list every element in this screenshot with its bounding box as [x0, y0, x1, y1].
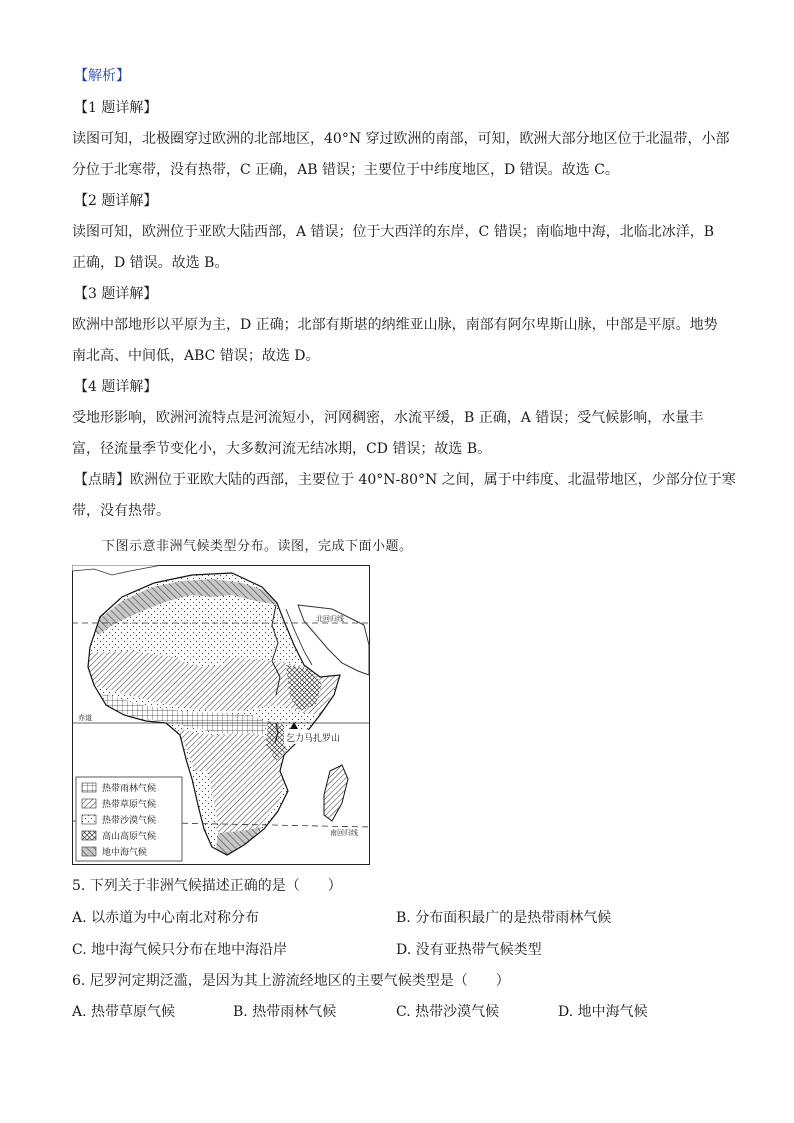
legend-label-rainforest: 热带雨林气候 — [102, 784, 157, 794]
q6-option-b[interactable]: B. 热带雨林气候 — [233, 1004, 337, 1020]
africa-climate-map — [72, 565, 370, 865]
q2-detail-line-1: 读图可知，欧洲位于亚欧大陆西部，A 错误；位于大西洋的东岸，C 错误；南临地中海，北临北冰洋，B — [72, 224, 715, 240]
analysis-heading: 【解析】 — [74, 68, 130, 84]
legend-label-mediterranean: 地中海气候 — [102, 848, 148, 858]
legend-swatch-highland — [82, 831, 96, 840]
legend-label-desert: 热带沙漠气候 — [102, 816, 157, 826]
map-legend — [76, 777, 182, 861]
legend-label-highland: 高山高原气候 — [102, 832, 157, 842]
legend-swatch-desert — [82, 815, 96, 824]
q6-stem: 6. 尼罗河定期泛滥，是因为其上游流经地区的主要气候类型是（ ） — [72, 973, 510, 989]
q1-detail-heading: 【1 题详解】 — [74, 100, 158, 116]
point-line-2: 带，没有热带。 — [72, 503, 170, 519]
q3-detail-line-2: 南北高、中间低，ABC 错误；故选 D。 — [72, 348, 320, 364]
q5-option-d[interactable]: D. 没有亚热带气候类型 — [396, 942, 542, 958]
q5-option-b[interactable]: B. 分布面积最广的是热带雨林气候 — [396, 910, 612, 926]
q6-option-c[interactable]: C. 热带沙漠气候 — [396, 1004, 500, 1020]
kilimanjaro-label: 乞力马扎罗山 — [286, 734, 341, 744]
q4-detail-heading: 【4 题详解】 — [74, 379, 158, 395]
legend-label-savanna: 热带草原气候 — [102, 800, 157, 810]
q2-detail-line-2: 正确，D 错误。故选 B。 — [72, 255, 229, 271]
q1-detail-line-2: 分位于北寒带，没有热带，C 正确，AB 错误；主要位于中纬度地区，D 错误。故选 C。 — [72, 162, 619, 178]
q5-option-a[interactable]: A. 以赤道为中心南北对称分布 — [72, 910, 260, 926]
q6-option-d[interactable]: D. 地中海气候 — [558, 1004, 648, 1020]
legend-swatch-rainforest — [82, 783, 96, 792]
q3-detail-heading: 【3 题详解】 — [74, 286, 158, 302]
point-paragraph — [74, 470, 736, 490]
q3-detail-line-1: 欧洲中部地形以平原为主，D 正确；北部有斯堪的纳维亚山脉，南部有阿尔卑斯山脉，中部是平原。地势 — [72, 317, 718, 333]
tropic-south-label: 南回归线 — [330, 829, 358, 837]
legend-swatch-savanna — [82, 799, 96, 808]
q5-stem: 5. 下列关于非洲气候描述正确的是（ ） — [72, 878, 342, 894]
q2-detail-heading: 【2 题详解】 — [74, 193, 158, 209]
q4-detail-line-1: 受地形影响，欧洲河流特点是河流短小，河网稠密，水流平缓，B 正确，A 错误；受气候影响，水量丰 — [72, 410, 704, 426]
q6-option-a[interactable]: A. 热带草原气候 — [72, 1004, 176, 1020]
q5-option-c[interactable]: C. 地中海气候只分布在地中海沿岸 — [72, 942, 288, 958]
q1-detail-line-1: 读图可知，北极圈穿过欧洲的北部地区，40°N 穿过欧洲的南部，可知，欧洲大部分地区位于北温带，小部 — [72, 131, 730, 147]
point-line-1: 欧洲位于亚欧大陆的西部，主要位于 40°N-80°N 之间，属于中纬度、北温带地区，少部分位于寒 — [130, 472, 736, 488]
equator-label: 赤道 — [78, 714, 92, 722]
legend-swatch-mediterranean — [82, 847, 96, 856]
point-label: 【点睛】 — [74, 472, 130, 488]
figure-caption: 下图示意非洲气候类型分布。读图，完成下面小题。 — [102, 539, 413, 554]
q4-detail-line-2: 富，径流量季节变化小，大多数河流无结冰期，CD 错误；故选 B。 — [72, 441, 492, 457]
tropic-north-label: 北回归线 — [316, 615, 344, 623]
